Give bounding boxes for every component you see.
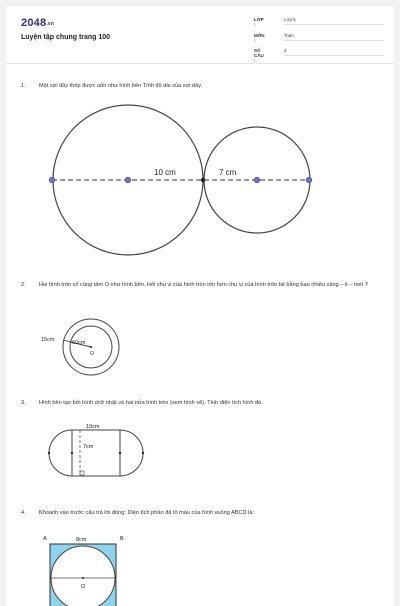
logo-tld: .vn bbox=[46, 21, 55, 27]
point-tangent bbox=[201, 178, 205, 182]
meta-count-key: SỐ CÂU : bbox=[254, 48, 264, 63]
figure-two-circles bbox=[6, 106, 394, 246]
semicircle-right-point bbox=[142, 452, 144, 454]
question-1-number: 1. bbox=[21, 83, 26, 89]
logo-main: 2048 bbox=[21, 17, 47, 29]
point-left bbox=[49, 177, 55, 183]
label-10cm: 10cm bbox=[86, 424, 100, 430]
site-logo[interactable] bbox=[21, 17, 54, 29]
question-1-text: Một sợi dây thép được uốn như hình bên Tính độ dài của sợi dây. bbox=[39, 83, 203, 89]
page-title: Luyện tập chung trang 100 bbox=[21, 34, 111, 41]
center-point bbox=[82, 577, 84, 579]
label-10cm: 10 cm bbox=[154, 168, 176, 177]
meta-count-value: 4 bbox=[284, 48, 384, 56]
question-3-number: 3. bbox=[21, 400, 26, 406]
meta-grade-value: Lớp 5 bbox=[284, 17, 384, 25]
figure-square-circle bbox=[36, 531, 156, 601]
figure-concentric-circles bbox=[31, 311, 151, 381]
question-4-text: Khoanh vào trước câu trả lời đúng: Diện tích phần đã tô màu của hình vuông ABCD là: bbox=[39, 510, 255, 516]
label-a: A bbox=[43, 536, 47, 542]
meta-subject-key: MÔN : bbox=[254, 33, 265, 43]
point-right bbox=[306, 177, 312, 183]
meta-subject-value: Toán bbox=[284, 33, 384, 41]
point-large-center bbox=[125, 177, 131, 183]
stadium-shape bbox=[49, 430, 143, 476]
page-header bbox=[6, 6, 394, 64]
label-15cm: 15cm bbox=[41, 337, 55, 343]
label-7cm: 7cm bbox=[83, 444, 94, 450]
label-o: O bbox=[81, 584, 86, 590]
question-2-text: Hai hình tròn có cùng tâm O như hình bên. Hỏi chu vi của hình tròn lớn hơn chu vi của hình tròn bé bằng bao nhiêu xăng – ti – mét ? bbox=[39, 282, 368, 288]
question-4-number: 4. bbox=[21, 510, 26, 516]
label-7cm: 7 cm bbox=[219, 168, 237, 177]
inscribed-circle bbox=[51, 546, 115, 606]
figure-rectangle-semicircles bbox=[41, 416, 171, 486]
label-8cm: 8cm bbox=[76, 537, 87, 543]
question-3-text: Hình bên tạo bởi hình chữ nhật và hai nửa hình tròn (xem hình vẽ). Tính diện tích hình đó. bbox=[39, 400, 263, 406]
meta-grade-key: LỚP : bbox=[254, 17, 264, 27]
rect-right-mid-point bbox=[119, 452, 121, 454]
right-angle-mark bbox=[80, 471, 84, 475]
point-small-center bbox=[254, 177, 260, 183]
worksheet-page bbox=[6, 6, 394, 606]
semicircle-left-point bbox=[48, 452, 50, 454]
label-o: O bbox=[90, 351, 94, 357]
label-60cm: 60cm bbox=[72, 340, 86, 346]
rect-left-mid-point bbox=[71, 452, 73, 454]
question-2-number: 2. bbox=[21, 282, 26, 288]
center-point bbox=[90, 346, 92, 348]
label-b: B bbox=[120, 536, 124, 542]
